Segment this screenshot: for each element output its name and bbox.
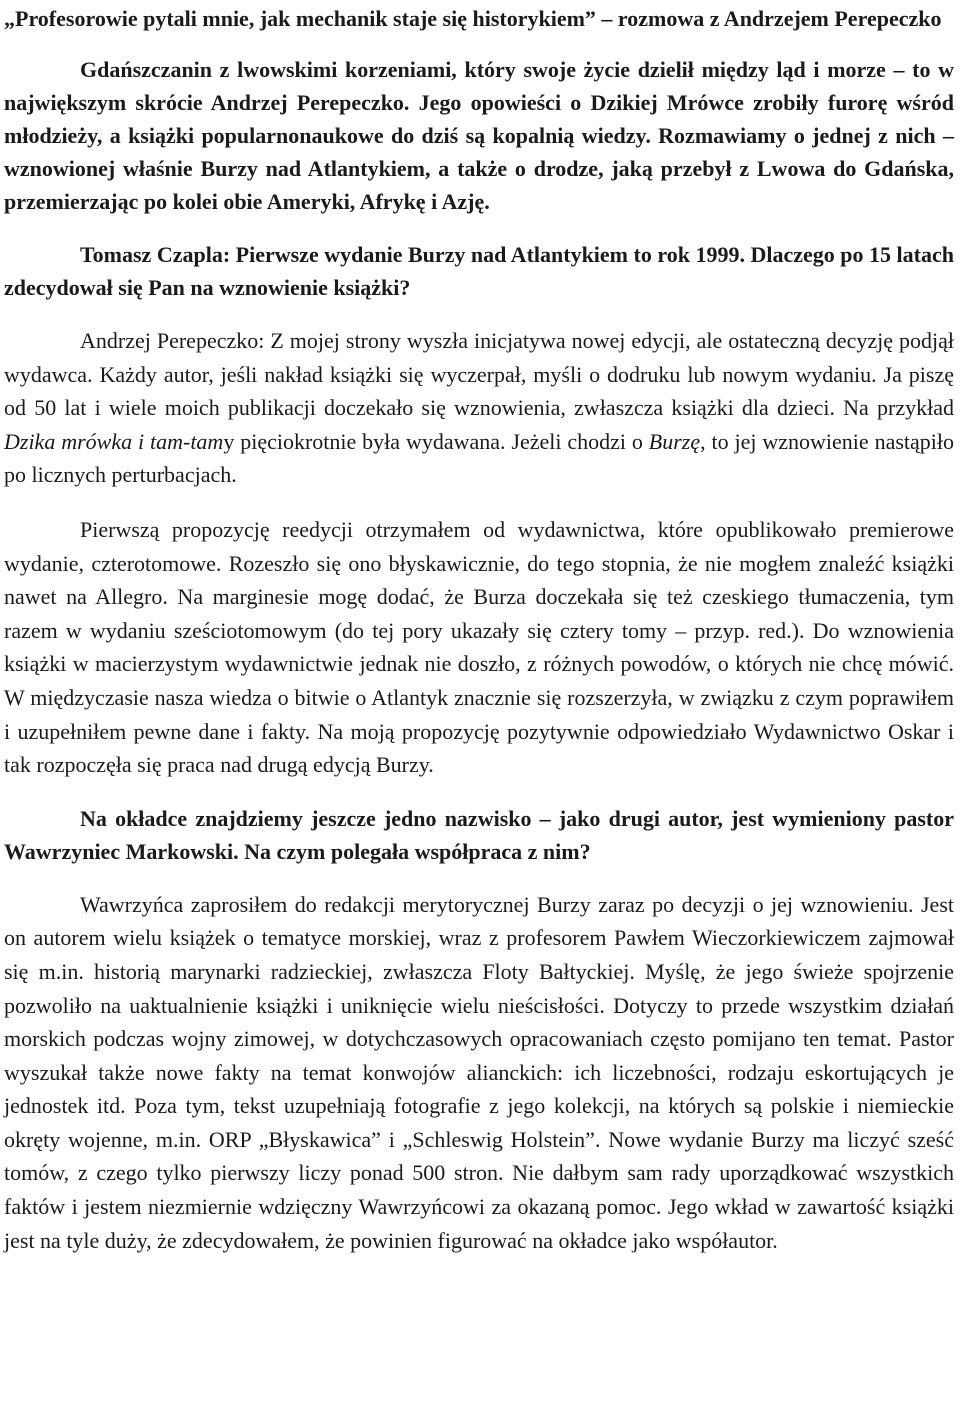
document-page — [0, 2, 960, 1422]
question-1: Tomasz Czapla: Pierwsze wydanie Burzy nad Atlantykiem to rok 1999. Dlaczego po 15 latach zdecydował się Pan na wznowienie książki? — [4, 242, 954, 300]
answer-1-speaker: Andrzej Perepeczko: — [80, 328, 265, 353]
answer-1-text-b: y pięciokrotnie była wydawana. Jeżeli chodzi o — [223, 428, 649, 454]
article-title: „Profesorowie pytali mnie, jak mechanik staje się historykiem” – rozmowa z Andrzejem Perepeczko — [4, 6, 942, 31]
answer-1-title-a: Dzika mrówka i tam-tam — [4, 428, 224, 454]
answer-1-text-c: , to jej wznowienie nastąpiło po licznych perturbacjach. — [4, 428, 955, 488]
answer-1-text-a: Z mojej strony wyszła inicjatywa nowej edycji, ale ostateczną decyzję podjął wydawca. Każdy autor, jeśli nakład książki się wyczerpał, myśli o dodruku lub nowym wydaniu. Ja piszę od 50 lat i wiele moich publikacji doczekało się wznowienia, zwłaszcza książki dla dzieci. Na przykład — [4, 328, 954, 421]
answer-1 — [4, 324, 954, 492]
article-lead: Gdańszczanin z lwowskimi korzeniami, który swoje życie dzielił między ląd i morze – to w największym skrócie Andrzej Perepeczko. Jego opowieści o Dzikiej Mrówce zrobiły furorę wśród młodzieży, a książki popularnonaukowe do dziś są kopalnią wiedzy. Rozmawiamy o jednej z nich – wznowionej właśnie Burzy nad Atlantykiem, a także o drodze, jaką przebył z Lwowa do Gdańska, przemierzając po kolei obie Ameryki, Afrykę i Azję. — [4, 57, 954, 214]
answer-2: Wawrzyńca zaprosiłem do redakcji merytorycznej Burzy zaraz po decyzji o jej wznowieniu. Jest on autorem wielu książek o tematyce morskiej, wraz z profesorem Pawłem Wieczorkiewiczem zajmował się m.in. historią marynarki radzieckiej, zwłaszcza Floty Bałtyckiej. Myślę, że jego świeże spojrzenie pozwoliło na uaktualnienie książki i uniknięcie wielu nieścisłości. Dotyczy to przede wszystkim działań morskich podczas wojny zimowej, w dotychczasowych opracowaniach często pomijano ten temat. Pastor wyszukał także nowe fakty na temat konwojów alianckich: ich liczebności, rodzaju eskortujących je jednostek itd. Poza tym, tekst uzupełniają fotografie z jego kolekcji, na których są polskie i niemieckie okręty wojenne, m.in. ORP „Błyskawica” i „Schleswig Holstein”. Nowe wydanie Burzy ma liczyć sześć tomów, z czego tylko pierwszy liczy ponad 500 stron. Nie dałbym sam rady uporządkować wszystkich faktów i jestem niezmiernie wdzięczny Wawrzyńcowi za okazaną pomoc. Jego wkład w zawartość książki jest na tyle duży, że zdecydowałem, że powinien figurować na okładce jako współautor. — [4, 891, 954, 1253]
answer-1-continued: Pierwszą propozycję reedycji otrzymałem od wydawnictwa, które opublikowało premierowe wydanie, czterotomowe. Rozeszło się ono błyskawicznie, do tego stopnia, że nie mogłem znaleźć książki nawet na Allegro. Na marginesie mogę dodać, że Burza doczekała się też czeskiego tłumaczenia, tym razem w wydaniu sześciotomowym (do tej pory ukazały się cztery tomy – przyp. red.). Do wznowienia książki w macierzystym wydawnictwie jednak nie doszło, z różnych powodów, o których nie chcę mówić. W międzyczasie nasza wiedza o bitwie o Atlantyk znacznie się rozszerzyła, w związku z czym poprawiłem i uzupełniłem pewne dane i fakty. Na moją propozycję pozytywnie odpowiedziało Wydawnictwo Oskar i tak rozpoczęła się praca nad drugą edycją Burzy. — [4, 516, 954, 778]
answer-1-title-b: Burzę — [648, 428, 701, 454]
question-2: Na okładce znajdziemy jeszcze jedno nazwisko – jako drugi autor, jest wymieniony pastor Wawrzyniec Markowski. Na czym polegała współpraca z nim? — [4, 805, 954, 864]
